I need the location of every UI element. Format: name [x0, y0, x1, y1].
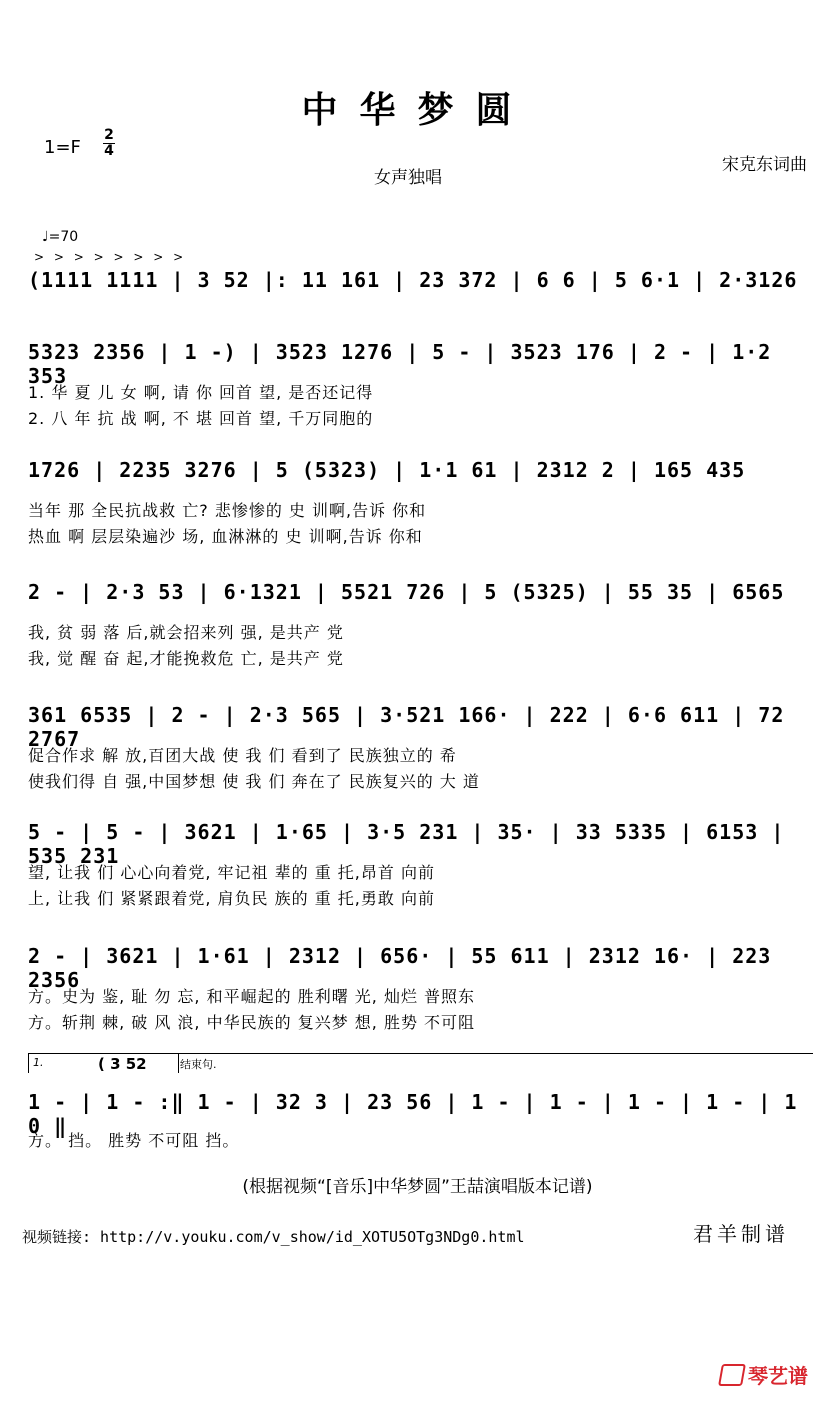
notes-line: 2 - | 3621 | 1·61 | 2312 | 656· | 55 611 | 2312 16· | 223 2356: [28, 944, 772, 992]
key-signature: 1=F: [44, 137, 81, 158]
notes-line: (1111 1111 | 3 52 |: 11 161 | 23 372 | 6 6 | 5 6·1 | 2·3126: [28, 268, 798, 292]
system-1: [28, 268, 813, 312]
score-title: 中华梦圆: [301, 89, 534, 131]
logo-text: 琴艺谱: [748, 1364, 808, 1388]
system-2: [28, 340, 813, 428]
tempo-marking: ♩=70: [42, 229, 79, 245]
notes-line: 5323 2356 | 1 -) | 3523 1276 | 5 - | 3523 176 | 2 - | 1·2 353: [28, 340, 772, 388]
site-logo: [720, 1360, 808, 1389]
transcriber-signature: 君羊制谱: [693, 1222, 789, 1246]
lyric-verse-1: 我, 贫 弱 落 后,就会招来列 强, 是共产 党: [28, 623, 344, 642]
coda-label: 结束句.: [180, 1058, 217, 1071]
lyric-verse-2: 2. 八 年 抗 战 啊, 不 堪 回首 望, 千万同胞的: [28, 409, 374, 428]
system-3: [28, 458, 813, 546]
volta-divider: [178, 1053, 179, 1073]
lyric-verse-1: 1. 华 夏 儿 女 啊, 请 你 回首 望, 是否还记得: [28, 383, 374, 402]
system-8: [28, 1090, 813, 1150]
notes-line: 2 - | 2·3 53 | 6·1321 | 5521 726 | 5 (5325) | 55 35 | 6565: [28, 580, 785, 604]
source-note: (根据视频“[音乐]中华梦圆”王喆演唱版本记谱): [242, 1177, 593, 1197]
system-4: [28, 580, 813, 668]
lyric-verse-1: 望, 让我 们 心心向着党, 牢记祖 辈的 重 托,昂首 向前: [28, 863, 435, 882]
logo-icon: [718, 1364, 746, 1386]
lyric-verse-1: 促合作求 解 放,百团大战 使 我 们 看到了 民族独立的 希: [28, 746, 457, 765]
lyric-verse-1: 方。史为 鉴, 耻 勿 忘, 和平崛起的 胜利曙 光, 灿烂 普照东: [28, 987, 476, 1006]
video-link[interactable]: 视频链接: http://v.youku.com/v_show/id_XOTU5OTg3NDg0.html: [22, 1228, 525, 1246]
lyric-verse-2: 热血 啊 层层染遍沙 场, 血淋淋的 史 训啊,告诉 你和: [28, 527, 423, 546]
lyric-verse-2: 上, 让我 们 紧紧跟着党, 肩负民 族的 重 托,勇敢 向前: [28, 889, 435, 908]
system-5: [28, 703, 813, 791]
notes-line: 5 - | 5 - | 3621 | 1·65 | 3·5 231 | 35· | 33 5335 | 6153 | 535 231: [28, 820, 785, 868]
time-signature: [101, 128, 117, 159]
lyric-verse-1: 当年 那 全民抗战救 亡? 悲惨惨的 史 训啊,告诉 你和: [28, 501, 427, 520]
notes-line: 1726 | 2235 3276 | 5 (5323) | 1·1 61 | 2312 2 | 165 435: [28, 458, 746, 482]
system-6: [28, 820, 813, 908]
time-top: 2: [104, 127, 114, 143]
lyric-verse-2: 使我们得 自 强,中国梦想 使 我 们 奔在了 民族复兴的 大 道: [28, 772, 480, 791]
first-ending-label: 1.: [33, 1056, 44, 1069]
notes-line: 1 - | 1 - :‖ 1 - | 32 3 | 23 56 | 1 - | 1 - | 1 - | 1 - | 1 0 ‖: [28, 1090, 798, 1138]
composer: 宋克东词曲: [722, 155, 807, 175]
accent-marks: > > > > > > > >: [34, 250, 187, 264]
volta-left-edge: [28, 1053, 29, 1073]
system-7: [28, 944, 813, 1032]
first-ending-notes: ( 3 52: [98, 1055, 147, 1073]
lyric-verse-2: 方。斩荆 棘, 破 风 浪, 中华民族的 复兴梦 想, 胜势 不可阻: [28, 1013, 476, 1032]
performer: 女声独唱: [374, 168, 442, 188]
lyric-verse-2: 我, 觉 醒 奋 起,才能挽救危 亡, 是共产 党: [28, 649, 344, 668]
time-bottom: 4: [104, 143, 114, 159]
lyric-final: 方。 挡。 胜势 不可阻 挡。: [28, 1131, 240, 1150]
volta-line: [28, 1053, 813, 1054]
notes-line: 361 6535 | 2 - | 2·3 565 | 3·521 166· | 222 | 6·6 611 | 72 2767: [28, 703, 785, 751]
